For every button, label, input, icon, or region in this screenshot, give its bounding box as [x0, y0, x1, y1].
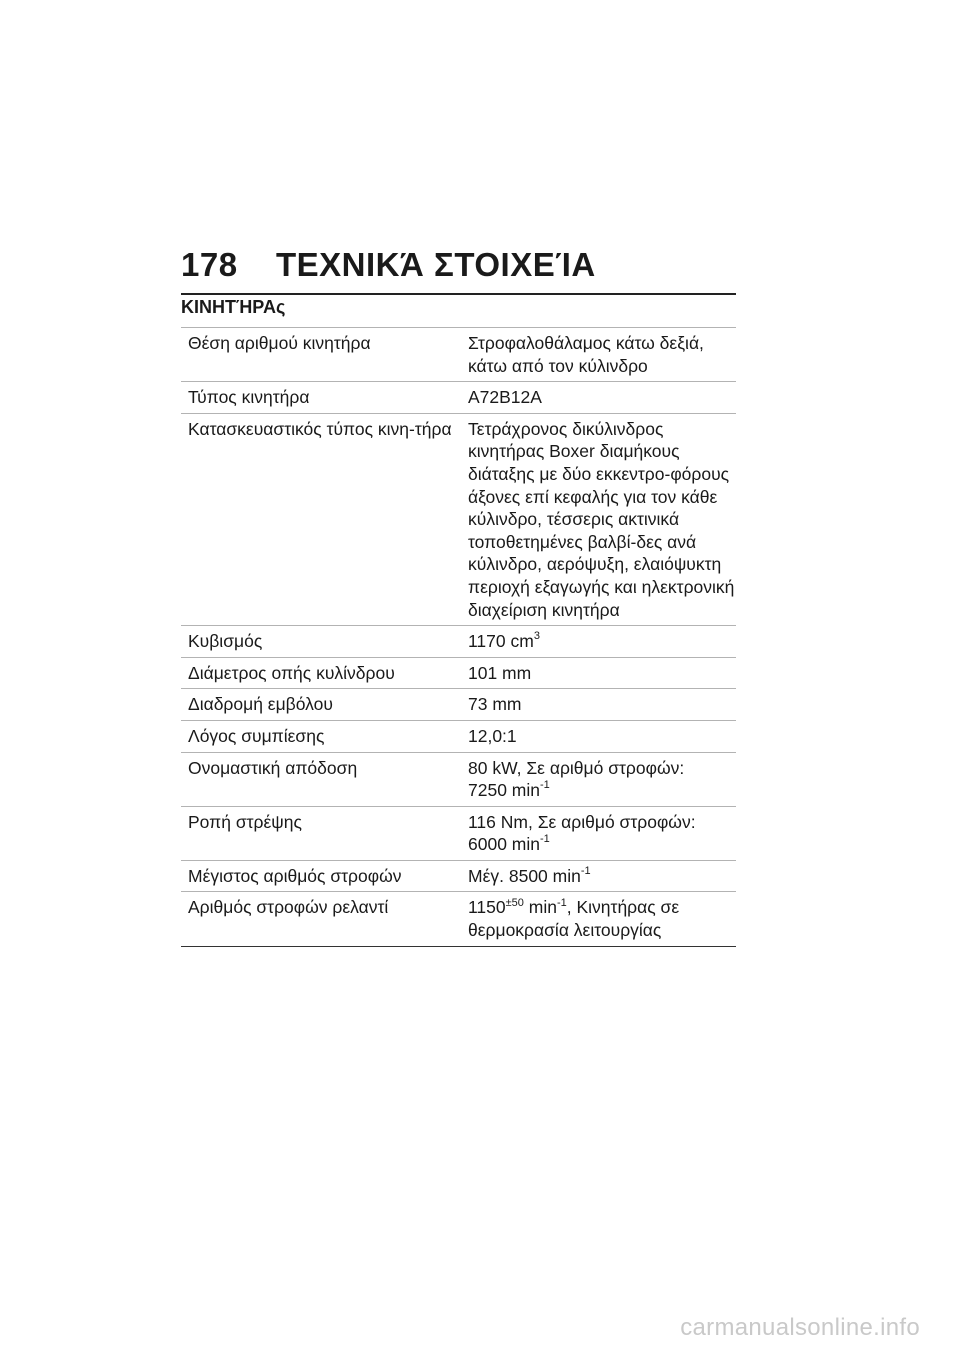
value-superscript: -1 [540, 833, 550, 846]
spec-row [181, 413, 736, 625]
spec-label: Κατασκευαστικός τύπος κινη-τήρα [188, 418, 452, 439]
spec-value: Στροφαλοθάλαμος κάτω δεξιά, κάτω από τον κύλινδρο [468, 333, 704, 376]
page-header [181, 246, 596, 284]
value-superscript: -1 [580, 865, 591, 878]
spec-row [181, 720, 736, 752]
value-text: 6000 min [468, 834, 540, 855]
value-superscript: 3 [533, 630, 540, 643]
spec-label: Ονομαστική απόδοση [188, 757, 358, 778]
value-text: 1150 [468, 897, 506, 918]
value-text: , Κινητήρας σε θερμοκρασία λειτουργίας [468, 897, 680, 941]
spec-label: Διαδρομή εμβόλου [188, 694, 333, 715]
section-divider [181, 293, 736, 295]
spec-row [181, 752, 736, 806]
watermark-text: carmanualsonline.info [680, 1314, 920, 1341]
spec-label: Θέση αριθμού κινητήρα [188, 333, 371, 353]
spec-row [181, 860, 736, 892]
value-text: 1170 cm [468, 631, 534, 652]
spec-label: Μέγιστος αριθμός στροφών [188, 865, 402, 886]
page-title: ΤΕΧΝΙΚΆ ΣΤΟΙΧΕΊΑ [276, 246, 596, 283]
value-text: min [523, 897, 557, 918]
value-superscript: ±50 [505, 896, 524, 909]
spec-value: 101 mm [468, 662, 532, 683]
spec-value [466, 860, 736, 892]
spec-value [466, 626, 736, 658]
spec-row [181, 657, 736, 689]
spec-row [181, 328, 736, 382]
spec-row [181, 892, 736, 946]
spec-value [466, 752, 736, 806]
spec-row [181, 626, 736, 658]
spec-value: Τετράχρονος δικύλινδρος κινητήρας Boxer διαμήκους διάταξης με δύο εκκεντρο-φόρους άξονες επί κεφαλής για τον κάθε κύλινδρο, τέσσερις ακτινικά τοποθετημένες βαλβί-δες ανά κύλινδρο, αερόψυξη, ελαιόψυκτη περιοχή εξαγωγής και ηλεκτρονική διαχείριση κινητήρα [468, 418, 735, 620]
engine-spec-table [181, 327, 736, 947]
value-text: 7250 min [468, 780, 540, 801]
section-title: ΚΙΝΗΤΉΡΑς [181, 297, 286, 317]
spec-row [181, 382, 736, 414]
spec-label: Τύπος κινητήρα [188, 387, 310, 408]
spec-label: Αριθμός στροφών ρελαντί [188, 897, 389, 918]
spec-label: Διάμετρος οπής κυλίνδρου [188, 662, 395, 683]
value-text: 116 Nm, Σε αριθμό στροφών: [468, 811, 696, 832]
spec-row [181, 689, 736, 721]
spec-label: Λόγος συμπίεσης [188, 725, 325, 746]
spec-value: 12,0:1 [468, 725, 517, 746]
spec-row [181, 806, 736, 860]
value-text: Μέγ. 8500 min [468, 865, 581, 886]
value-text: 80 kW, Σε αριθμό στροφών: [468, 757, 685, 778]
spec-label: Κυβισμός [188, 631, 263, 652]
spec-value [466, 892, 736, 946]
value-superscript: -1 [556, 896, 567, 909]
page-number: 178 [181, 246, 238, 283]
spec-value: 73 mm [468, 694, 522, 715]
value-superscript: -1 [540, 779, 550, 792]
spec-label: Ροπή στρέψης [188, 811, 302, 832]
spec-value [466, 806, 736, 860]
spec-value: A72B12A [468, 387, 542, 408]
